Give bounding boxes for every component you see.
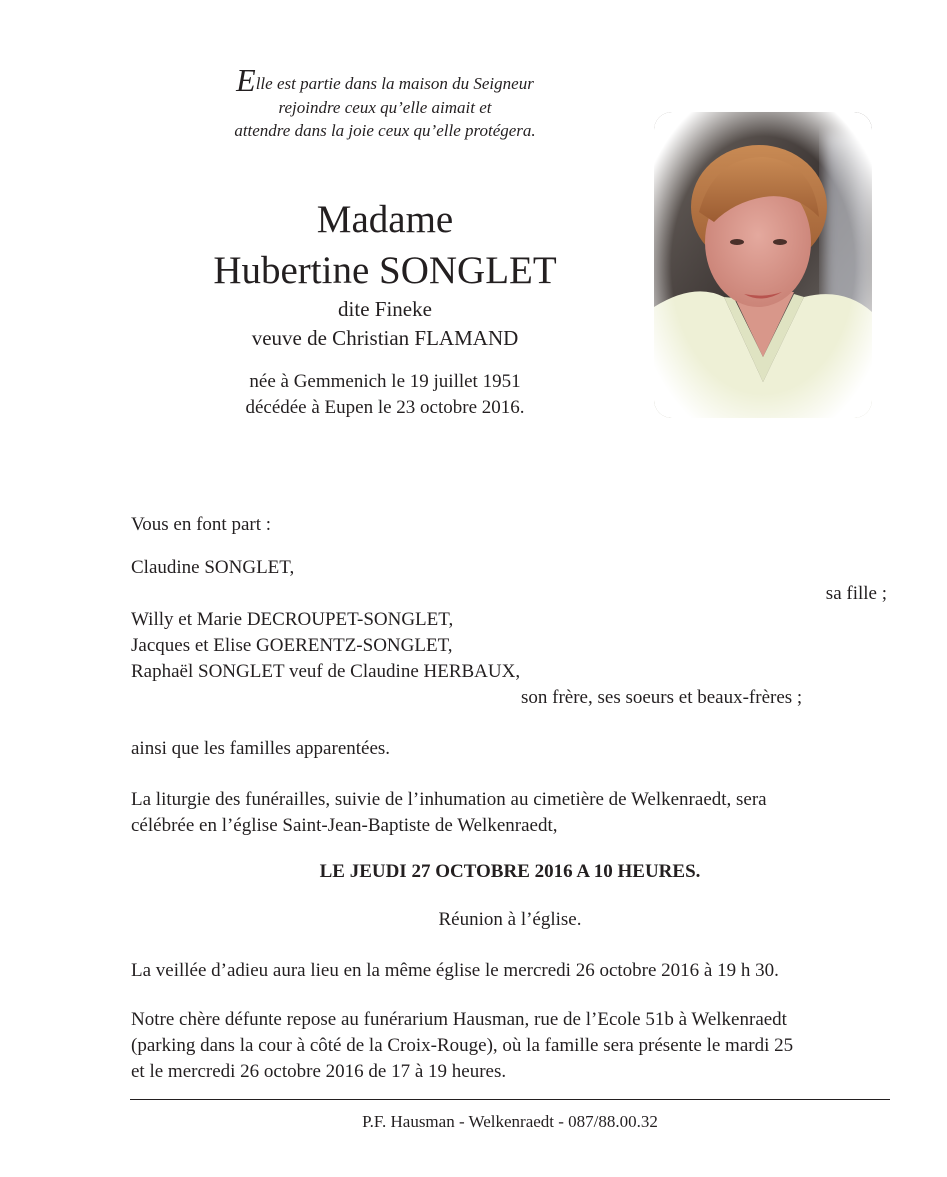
family-name-line: Claudine SONGLET, (131, 557, 295, 578)
verse-line-1-text: lle est partie dans la maison du Seigneur (255, 74, 534, 93)
rest-line-3: et le mercredi 26 octobre 2016 de 17 à 19 heures. (131, 1061, 507, 1082)
deceased-title: Madame (316, 198, 454, 241)
death-line: décédée à Eupen le 23 octobre 2016. (245, 396, 525, 418)
verse-drop-cap: E (236, 62, 256, 98)
footer-divider (130, 1099, 890, 1100)
portrait-illustration (654, 112, 872, 418)
family-name-line: Raphaël SONGLET veuf de Claudine HERBAUX, (131, 661, 521, 682)
funeral-home-footer: P.F. Hausman - Welkenraedt - 087/88.00.32 (362, 1112, 658, 1131)
family-name-line: Jacques et Elise GOERENTZ-SONGLET, (131, 635, 453, 656)
portrait-photo (654, 112, 872, 418)
verse-line-1 (150, 62, 620, 98)
verse-line-2: rejoindre ceux qu’elle aimait et (278, 97, 492, 117)
deceased-widow-of: veuve de Christian FLAMAND (251, 326, 519, 350)
relatives-line: ainsi que les familles apparentées. (131, 738, 391, 759)
rest-line-2: (parking dans la cour à côté de la Croix-Rouge), où la famille sera présente le mardi 25 (131, 1035, 794, 1056)
announcement-intro: Vous en font part : (131, 514, 272, 535)
birth-line: née à Gemmenich le 19 juillet 1951 (249, 371, 521, 392)
funeral-datetime: LE JEUDI 27 OCTOBRE 2016 A 10 HEURES. (319, 861, 701, 882)
family-name-line: Willy et Marie DECROUPET-SONGLET, (131, 609, 454, 630)
funeral-line-1: La liturgie des funérailles, suivie de l’inhumation au cimetière de Welkenraedt, sera (131, 789, 767, 810)
deceased-header (140, 196, 630, 420)
vigil-line: La veillée d’adieu aura lieu en la même église le mercredi 26 octobre 2016 à 19 h 30. (131, 960, 779, 981)
funeral-line-2: célébrée en l’église Saint-Jean-Baptiste de Welkenraedt, (131, 815, 558, 836)
rest-line-1: Notre chère défunte repose au funérarium Hausman, rue de l’Ecole 51b à Welkenraedt (131, 1009, 787, 1030)
family-relation: son frère, ses soeurs et beaux-frères ; (521, 687, 803, 708)
verse-line-3: attendre dans la joie ceux qu’elle protégera. (234, 121, 536, 140)
deceased-dates (140, 369, 630, 420)
opening-verse (150, 62, 620, 143)
meeting-place: Réunion à l’église. (438, 909, 582, 930)
deceased-nickname: dite Fineke (338, 297, 432, 321)
deceased-name: Hubertine SONGLET (213, 249, 557, 292)
family-relation: sa fille ; (825, 583, 887, 604)
